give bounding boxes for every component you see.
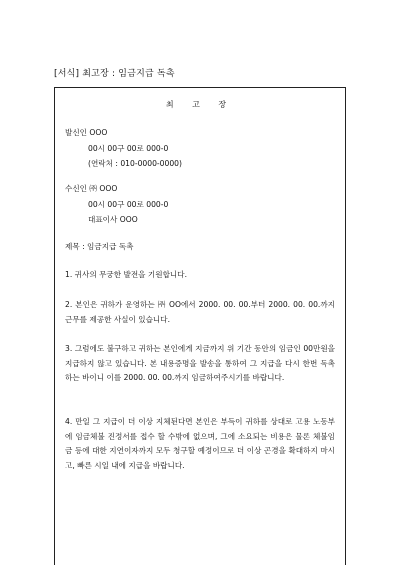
- letter-frame: [54, 87, 346, 565]
- subject-line: 제목 : 임금지급 독촉: [65, 242, 134, 251]
- paragraph-1: 1. 귀사의 무궁한 발전을 기원합니다.: [65, 270, 188, 279]
- recipient-ceo: 대표이사 OOO: [88, 215, 138, 224]
- paragraph-2: 2. 본인은 귀하가 운영하는 ㈜ OO에서 2000. 00. 00.부터 2000. 00. 00.까지 근무를 제공한 사실이 있습니다.: [65, 300, 335, 324]
- sender-label: 발신인 OOO: [65, 128, 108, 137]
- paragraph-3: 3. 그럼에도 불구하고 귀하는 본인에게 지금까지 위 기간 동안의 임금인 00만원을 지급하지 않고 있습니다. 본 내용증명을 발송을 통하여 그 지급을 다시 한번 독촉하는 바이니 이를 2000. 00. 00.까지 임금하여주시기를 바랍니다.: [65, 344, 335, 382]
- sender-contact: (연락처 : 010-0000-0000): [88, 159, 182, 168]
- document-title: 최 고 장: [165, 100, 235, 109]
- sender-address: 00시 00구 00로 000-0: [88, 144, 169, 153]
- recipient-label: 수신인 ㈜ OOO: [65, 184, 118, 193]
- form-label: [서식] 최고장 : 임금지급 독촉: [54, 69, 175, 79]
- paragraph-4: 4. 만일 그 지급이 더 이상 지체된다면 본인은 부득이 귀하를 상대로 고용 노동부에 임금체불 진정서를 접수 할 수밖에 없으며, 그에 소요되는 비용은 물론 체불임금 등에 대한 지연이자까지 모두 청구할 예정이므로 더 이상 곤경을 확대하지 마시고, 빠른 시일 내에 지급을 바랍니다.: [65, 417, 335, 470]
- recipient-address: 00시 00구 00로 000-0: [88, 200, 169, 209]
